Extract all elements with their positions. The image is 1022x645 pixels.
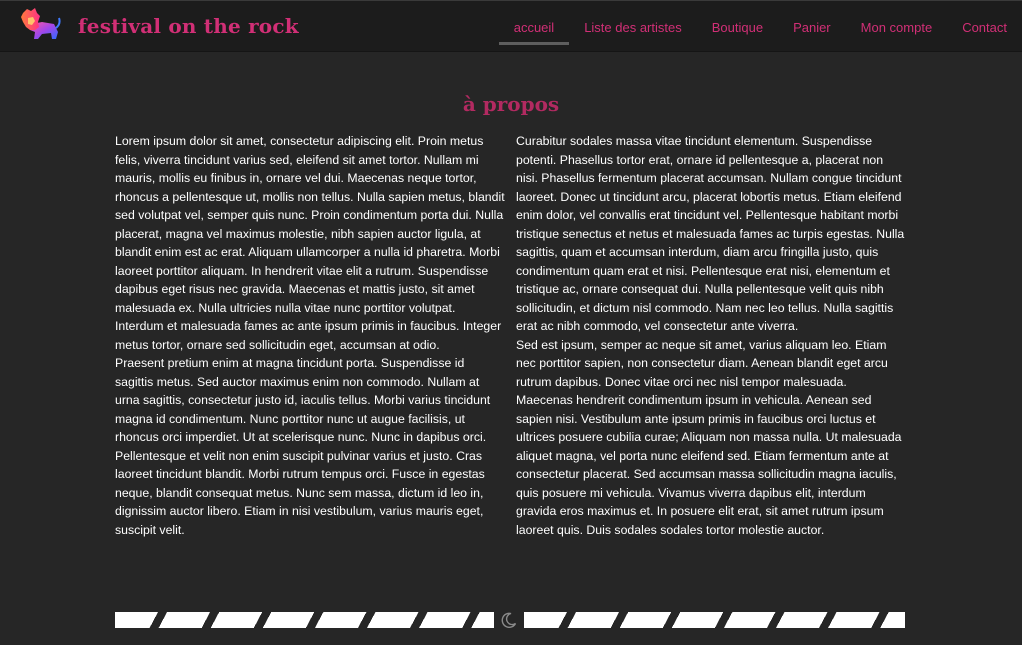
about-column-right bbox=[516, 132, 906, 539]
nav-item-liste-des-artistes[interactable]: Liste des artistes bbox=[584, 19, 682, 35]
about-paragraph: Curabitur sodales massa vitae tincidunt elementum. Suspendisse potenti. Phasellus tortor erat, ornare id pellentesque a, placerat non nisi. Phasellus fermentum placerat accumsan. Nullam congue tincidunt laoreet. Donec ut tincidunt arcu, placerat lobortis metus. Etiam eleifend enim dolor, vel convallis erat tincidunt vel. Pellentesque habitant morbi tristique senectus et netus et malesuada fames ac turpis egestas. Nulla sagittis, quam et accumsan interdum, diam arcu fringilla justo, quis condimentum quam erat et nisi. Pellentesque erat nisi, elementum et tristique ac, ornare consequat dui. Nulla pellentesque velit quis nibh sollicitudin, et dictum nisl commodo. Nam nec leo tellus. Nulla sagittis erat ac nibh commodo, vel consectetur ante viverra. bbox=[516, 134, 905, 333]
stripe-divider-right bbox=[524, 612, 905, 628]
nav-item-contact[interactable]: Contact bbox=[962, 19, 1007, 35]
lion-logo-icon bbox=[18, 6, 62, 46]
nav-item-panier[interactable]: Panier bbox=[793, 19, 831, 35]
nav-item-boutique[interactable]: Boutique bbox=[711, 19, 764, 35]
crescent-moon-icon bbox=[500, 611, 518, 629]
about-paragraph: Lorem ipsum dolor sit amet, consectetur adipiscing elit. Proin metus felis, viverra tincidunt varius sed, eleifend sit amet tortor. Nullam mi mauris, mollis eu finibus in, ornare vel dui. Maecenas neque tortor, rhoncus a pellentesque ut, mollis non tellus. Nulla sapien metus, blandit sed volutpat vel, semper quis nunc. Proin condimentum porta dui. Nulla placerat, magna vel maximus molestie, nibh sapien auctor ligula, at blandit enim est ac erat. Aliquam ullamcorper a nulla id pharetra. Morbi laoreet porttitor aliquam. In hendrerit vitae elit a rutrum. Suspendisse dapibus eget risus nec gravida. Maecenas et mattis justo, sit amet malesuada ex. Nulla ultricies nulla vitae nunc porttitor volutpat. Interdum et malesuada fames ac ante ipsum primis in faucibus. Integer metus tortor, ornare sed sollicitudin eget, accumsan at odio. bbox=[115, 134, 505, 352]
about-column-left bbox=[115, 132, 505, 539]
brand-name[interactable]: festival on the rock bbox=[78, 14, 299, 38]
stripe-divider-left bbox=[115, 612, 494, 628]
main-nav bbox=[499, 1, 1022, 53]
nav-item-mon-compte[interactable]: Mon compte bbox=[860, 19, 933, 35]
about-paragraph: Sed est ipsum, semper ac neque sit amet, varius aliquam leo. Etiam nec porttitor sapien, non consectetur diam. Aenean blandit eget arcu rutrum dapibus. Donec vitae orci nec nisl tempor malesuada. Maecenas hendrerit condimentum ipsum in vehicula. Aenean sed sapien nisi. Vestibulum ante ipsum primis in faucibus orci luctus et ultrices posuere cubilia curae; Aliquam non massa nulla. Ut malesuada aliquet magna, vel porta nunc eleifend sed. Etiam fermentum ante at consectetur placerat. Sed accumsan massa sollicitudin magna iaculis, quis posuere mi vehicula. Vivamus viverra dapibus elit, interdum gravida eros maximus et. In posuere elit erat, sit amet rutrum ipsum laoreet quis. Duis sodales sodales tortor molestie auctor. bbox=[516, 337, 902, 537]
page-title: à propos bbox=[462, 92, 560, 116]
brand[interactable] bbox=[18, 6, 299, 46]
about-paragraph: Praesent pretium enim at magna tincidunt porta. Suspendisse id sagittis metus. Sed auctor maximus enim non commodo. Nullam at urna sagittis, consectetur justo id, iaculis tellus. Morbi varius tincidunt magna id condimentum. Nunc porttitor nunc ut augue facilisis, ut rhoncus orci imperdiet. Ut at scelerisque nunc. Nunc in dapibus orci. Pellentesque et velit non enim suscipit pulvinar varius et justo. Cras laoreet tincidunt blandit. Morbi rutrum tempus orci. Fusce in egestas neque, blandit consequat metus. Nunc sem massa, dictum id leo in, dignissim auctor libero. Etiam in nisi vestibulum, varius mauris eget, suscipit velit. bbox=[115, 356, 491, 537]
nav-item-accueil[interactable]: accueil bbox=[499, 1, 569, 53]
navbar bbox=[0, 0, 1022, 52]
